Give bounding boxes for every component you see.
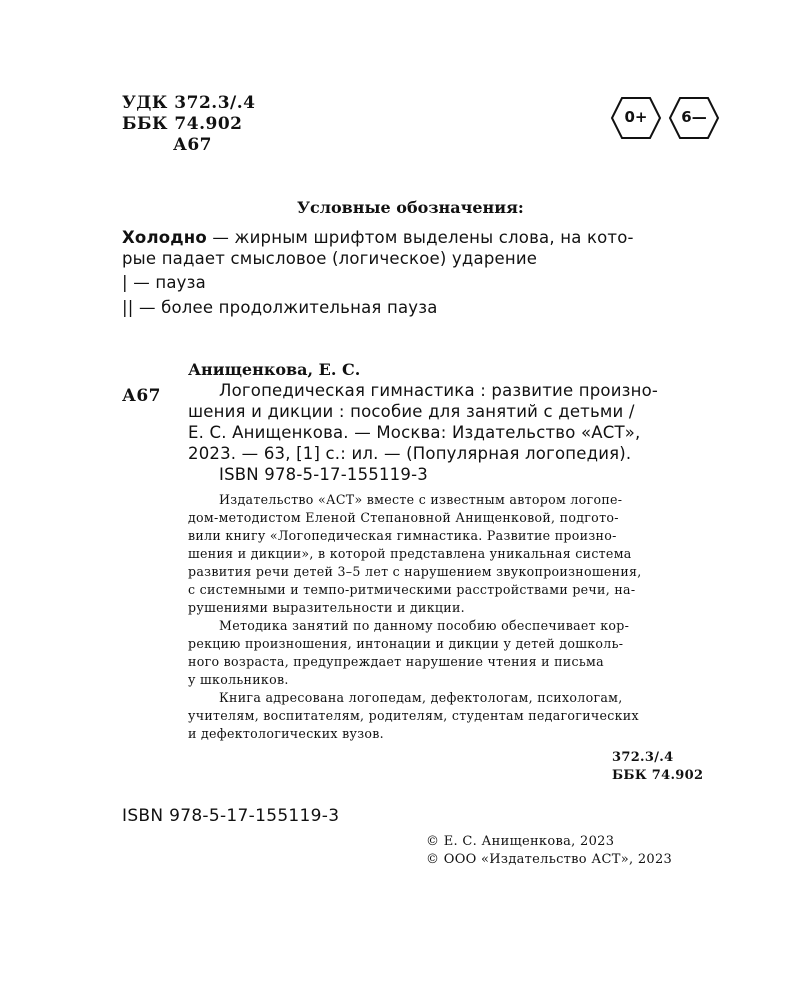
legend-bold-description-cont: рые падает смысловое (логическое) ударение — [122, 249, 538, 268]
annotation-line: Книга адресована логопедам, дефектологам, психологам, — [219, 690, 623, 705]
legend-title: Условные обозначения: — [297, 198, 524, 217]
catalog-author: Анищенкова, Е. С. — [188, 360, 361, 379]
catalog-line: Логопедическая гимнастика : развитие произно- — [219, 381, 659, 400]
author-mark: А67 — [173, 135, 213, 155]
annotation-line: Методика занятий по данному пособию обеспечивает кор- — [219, 618, 630, 633]
age-rating-badge — [610, 96, 662, 140]
legend-bold-line — [122, 228, 634, 247]
annotation-line: вили книгу «Логопедическая гимнастика. Развитие произно- — [188, 528, 617, 543]
catalog-line: 2023. — 63, [1] с.: ил. — (Популярная логопедия). — [188, 444, 632, 463]
bbk-code: ББК 74.902 — [122, 114, 243, 134]
age-rating-badge — [668, 96, 720, 140]
annotation-line: рушениями выразительности и дикции. — [188, 600, 465, 615]
catalog-isbn: ISBN 978-5-17-155119-3 — [219, 465, 428, 484]
copyright-line: © ООО «Издательство АСТ», 2023 — [426, 852, 673, 867]
annotation-line: Издательство «АСТ» вместе с известным автором логопе- — [219, 492, 623, 507]
annotation-line: дом-методистом Еленой Степановной Анищенковой, подгото- — [188, 510, 619, 525]
legend-bold-word: Холодно — [122, 228, 207, 247]
annotation-line: и дефектологических вузов. — [188, 726, 384, 741]
age-rating-label: 6— — [681, 108, 707, 126]
age-rating-label: 0+ — [624, 108, 648, 126]
annotation-line: рекцию произношения, интонации и дикции у детей дошколь- — [188, 636, 624, 651]
annotation-line: у школьников. — [188, 672, 289, 687]
annotation-line: с системными и темпо-ритмическими расстройствами речи, на- — [188, 582, 636, 597]
card-bbk-code: ББК 74.902 — [612, 768, 704, 783]
legend-bold-description: — жирным шрифтом выделены слова, на кото- — [206, 228, 634, 247]
card-udk-code: 372.3/.4 — [612, 750, 674, 765]
catalog-line: шения и дикции : пособие для занятий с детьми / — [188, 402, 635, 421]
annotation-line: учителям, воспитателям, родителям, студентам педагогических — [188, 708, 639, 723]
udk-code: УДК 372.3/.4 — [122, 93, 256, 113]
legend-pause: | — пауза — [122, 273, 206, 292]
copyright-line: © Е. С. Анищенкова, 2023 — [426, 834, 615, 849]
annotation-line: развития речи детей 3–5 лет с нарушением звукопроизношения, — [188, 564, 642, 579]
catalog-line: Е. С. Анищенкова. — Москва: Издательство «АСТ», — [188, 423, 641, 442]
annotation-line: шения и дикции», в которой представлена уникальная система — [188, 546, 632, 561]
catalog-mark: А67 — [122, 386, 162, 406]
legend-long-pause: || — более продолжительная пауза — [122, 298, 438, 317]
isbn: ISBN 978-5-17-155119-3 — [122, 806, 340, 826]
age-rating-badges — [610, 96, 722, 140]
annotation-line: ного возраста, предупреждает нарушение чтения и письма — [188, 654, 604, 669]
